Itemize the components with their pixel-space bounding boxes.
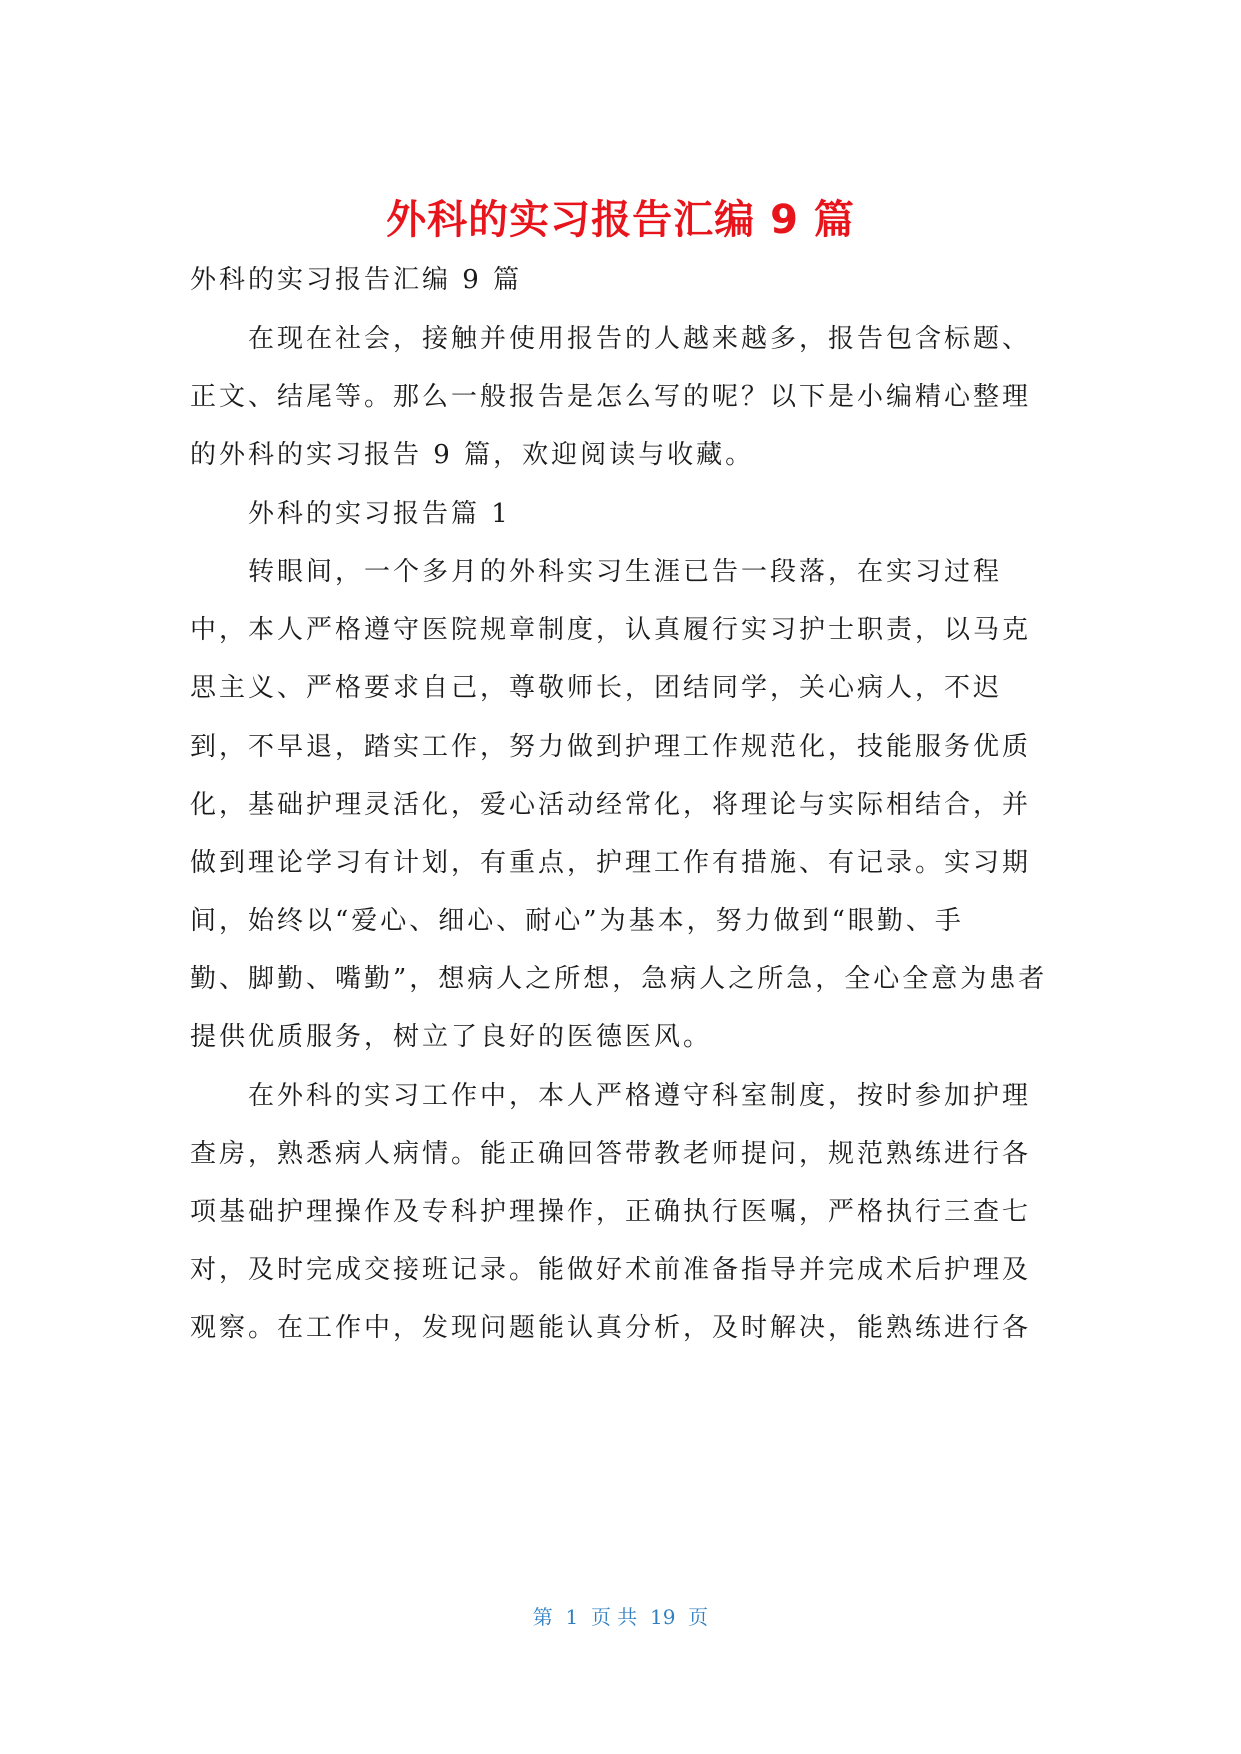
paragraph-line: 在外科的实习工作中，本人严格遵守科室制度，按时参加护理 — [248, 1081, 1032, 1111]
paragraph-line: 中，本人严格遵守医院规章制度，认真履行实习护士职责，以马克 — [190, 615, 1032, 645]
subtitle-line: 外科的实习报告汇编 9 篇 — [190, 265, 523, 295]
paragraph-line: 间，始终以“爱心、细心、耐心”为基本，努力做到“眼勤、手 — [190, 906, 964, 936]
paragraph-line: 提供优质服务，树立了良好的医德医风。 — [190, 1022, 713, 1052]
paragraph-line: 勤、脚勤、嘴勤”，想病人之所想，急病人之所急，全心全意为患者 — [190, 964, 1048, 994]
section-heading: 外科的实习报告篇 1 — [248, 499, 511, 529]
paragraph-line: 项基础护理操作及专科护理操作，正确执行医嘱，严格执行三查七 — [190, 1197, 1032, 1227]
paragraph-line: 化，基础护理灵活化，爱心活动经常化，将理论与实际相结合，并 — [190, 790, 1032, 820]
paragraph-line: 观察。在工作中，发现问题能认真分析，及时解决，能熟练进行各 — [190, 1313, 1032, 1343]
paragraph-line: 到，不早退，踏实工作，努力做到护理工作规范化，技能服务优质 — [190, 732, 1032, 762]
paragraph-line: 思主义、严格要求自己，尊敬师长，团结同学，关心病人，不迟 — [190, 673, 1003, 703]
paragraph-line: 转眼间，一个多月的外科实习生涯已告一段落，在实习过程 — [248, 557, 1003, 587]
page-footer: 第 1 页 共 19 页 — [532, 1605, 709, 1629]
paragraph-line: 对，及时完成交接班记录。能做好术前准备指导并完成术后护理及 — [190, 1255, 1032, 1285]
paragraph-line: 正文、结尾等。那么一般报告是怎么写的呢？以下是小编精心整理 — [190, 382, 1032, 412]
paragraph-line: 的外科的实习报告 9 篇，欢迎阅读与收藏。 — [190, 440, 755, 470]
paragraph-line: 在现在社会，接触并使用报告的人越来越多，报告包含标题、 — [248, 324, 1032, 354]
document-title: 外科的实习报告汇编 9 篇 — [386, 197, 855, 243]
paragraph-line: 做到理论学习有计划，有重点，护理工作有措施、有记录。实习期 — [190, 848, 1032, 878]
paragraph-line: 查房，熟悉病人病情。能正确回答带教老师提问，规范熟练进行各 — [190, 1139, 1032, 1169]
